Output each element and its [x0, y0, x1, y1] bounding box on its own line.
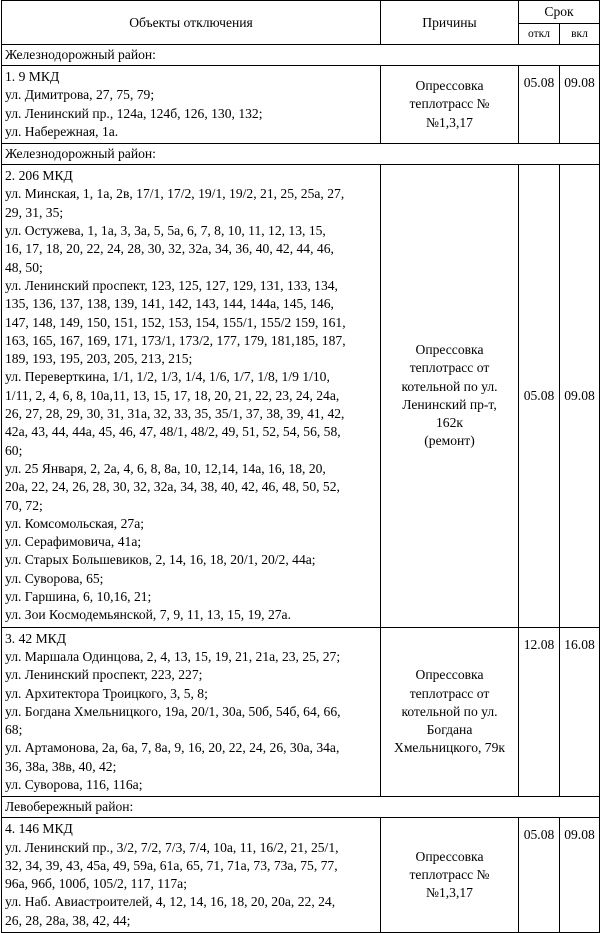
reason-line: Опрессовка: [415, 78, 484, 94]
address-line: ул. Архитектора Троицкого, 3, 5, 8;: [5, 685, 208, 701]
header-reasons: Причины: [381, 1, 519, 45]
reason-line: Богдана: [426, 722, 473, 738]
date-off: 05.08: [519, 818, 560, 933]
address-line: ул. 25 Января, 2, 2а, 4, 6, 8, 8а, 10, 12,14, 14а, 16, 18, 20,: [5, 460, 326, 476]
reason-cell: [381, 66, 519, 144]
reason-line: теплотрасс от: [409, 360, 490, 376]
address-line: 16, 17, 18, 20, 22, 24, 28, 30, 32, 32а, 34, 36, 40, 42, 44, 46,: [5, 241, 334, 257]
reason-line: Опрессовка: [415, 848, 484, 864]
address-line: ул. Ленинский проспект, 123, 125, 127, 129, 131, 133, 134,: [5, 277, 338, 293]
district-label: Железнодорожный район:: [2, 45, 600, 66]
reason-line: котельной по ул.: [401, 703, 498, 719]
header-term: Срок: [519, 1, 600, 24]
reason-line: котельной по ул.: [401, 378, 498, 394]
block-title: 1. 9 МКД: [5, 69, 60, 84]
address-line: ул. Суворова, 116, 116а;: [5, 776, 143, 792]
address-line: ул. Богдана Хмельницкого, 19а, 20/1, 30а, 50б, 54б, 64, 66,: [5, 703, 341, 719]
address-line: 135, 136, 137, 138, 139, 141, 142, 143, 144, 144а, 145, 146,: [5, 296, 334, 312]
table-row: [2, 165, 600, 627]
objects-cell: [2, 66, 381, 144]
district-label: Левобережный район:: [2, 797, 600, 818]
address-line: 189, 193, 195, 203, 205, 213, 215;: [5, 351, 193, 367]
address-line: ул. Ленинский проспект, 223, 227;: [5, 667, 203, 683]
block-title: 2. 206 МКД: [5, 168, 73, 184]
date-on: 09.08: [560, 818, 600, 933]
district-label: Железнодорожный район:: [2, 144, 600, 165]
address-line: ул. Старых Большевиков, 2, 14, 16, 18, 20/1, 20/2, 44а;: [5, 552, 316, 568]
address-line: ул. Гаршина, 6, 10,16, 21;: [5, 589, 152, 605]
address-line: 60;: [5, 442, 23, 458]
date-on: 09.08: [560, 66, 600, 144]
address-line: 163, 165, 167, 169, 171, 173/1, 173/2, 177, 179, 181,185, 187,: [5, 332, 346, 348]
address-line: ул. Ленинский пр., 124а, 124б, 126, 130, 132;: [5, 105, 263, 121]
outage-table: [1, 0, 600, 933]
date-off: 12.08: [519, 627, 560, 797]
reason-line: теплотрасс №: [409, 96, 490, 112]
address-line: 26, 28, 28а, 38, 42, 44;: [5, 912, 131, 928]
address-line: 26, 27, 28, 29, 30, 31, 31а, 32, 33, 35, 35/1, 37, 38, 39, 41, 42,: [5, 406, 345, 422]
header-off: откл: [519, 24, 560, 45]
reason-cell: [381, 627, 519, 797]
address-line: 42а, 43, 44, 44а, 45, 46, 47, 48/1, 48/2, 49, 51, 52, 54, 56, 58,: [5, 424, 341, 440]
district-row: [2, 144, 600, 165]
address-line: ул. Зои Космодемьянской, 7, 9, 11, 13, 15, 19, 27а.: [5, 607, 291, 623]
address-line: 29, 31, 35;: [5, 204, 64, 220]
reason-line: 162к: [436, 415, 463, 431]
reason-line: (ремонт): [424, 433, 475, 449]
address-line: ул. Наб. Авиастроителей, 4, 12, 14, 16, 18, 20, 20а, 22, 24,: [5, 894, 336, 910]
header-on: вкл: [560, 24, 600, 45]
address-line: 147, 148, 149, 150, 151, 152, 153, 154, 155/1, 155/2 159, 161,: [5, 314, 346, 330]
address-line: 20а, 22, 24, 26, 28, 30, 32, 32а, 34, 38, 40, 42, 46, 48, 50, 52,: [5, 479, 340, 495]
date-on: 16.08: [560, 627, 600, 797]
reason-line: теплотрасс от: [409, 685, 490, 701]
block-title: 4. 146 МКД: [5, 821, 73, 837]
reason-line: Хмельницкого, 79к: [394, 740, 505, 756]
reason-line: Опрессовка: [415, 342, 484, 357]
table-body: [2, 45, 600, 933]
address-line: 1/11, 2, 4, 6, 8, 10а,11, 13, 15, 17, 18, 20, 21, 22, 23, 24, 24а,: [5, 387, 340, 403]
address-line: ул. Минская, 1, 1а, 2в, 17/1, 17/2, 19/1, 19/2, 21, 25, 25а, 27,: [5, 186, 345, 202]
address-line: 48, 50;: [5, 259, 43, 275]
address-line: ул. Маршала Одинцова, 2, 4, 13, 15, 19, 21, 21а, 23, 25, 27;: [5, 648, 341, 664]
table-row: [2, 66, 600, 144]
reason-cell: [381, 818, 519, 933]
address-line: ул. Набережная, 1а.: [5, 123, 119, 139]
address-line: ул. Димитрова, 27, 75, 79;: [5, 87, 155, 103]
reason-line: №1,3,17: [426, 114, 473, 130]
date-on: 09.08: [560, 165, 600, 627]
date-off: 05.08: [519, 165, 560, 627]
address-line: ул. Суворова, 65;: [5, 570, 104, 586]
address-line: ул. Ленинский пр., 3/2, 7/2, 7/3, 7/4, 10а, 11, 16/2, 21, 25/1,: [5, 839, 339, 855]
address-line: 36, 38а, 38в, 40, 42;: [5, 758, 117, 774]
table-row: [2, 818, 600, 933]
reason-line: Ленинский пр-т,: [402, 396, 497, 412]
reason-line: №1,3,17: [426, 885, 473, 901]
reason-cell: [381, 165, 519, 627]
address-line: 32, 34, 39, 43, 45а, 49, 59а, 61а, 65, 71, 71а, 73, 73а, 75, 77,: [5, 857, 338, 873]
address-line: 68;: [5, 722, 23, 738]
address-line: 70, 72;: [5, 497, 43, 513]
address-line: ул. Артамонова, 2а, 6а, 7, 8а, 9, 16, 20, 22, 24, 26, 30а, 34а,: [5, 740, 340, 756]
date-off: 05.08: [519, 66, 560, 144]
address-line: 96а, 96б, 100б, 105/2, 117, 117а;: [5, 876, 187, 892]
address-line: ул. Остужева, 1, 1а, 3, 3а, 5, 5а, 6, 7, 8, 10, 11, 12, 13, 15,: [5, 223, 326, 239]
header-objects: Объекты отключения: [2, 1, 381, 45]
objects-cell: [2, 627, 381, 797]
objects-cell: [2, 165, 381, 627]
address-line: ул. Переверткина, 1/1, 1/2, 1/3, 1/4, 1/6, 1/7, 1/8, 1/9 1/10,: [5, 369, 330, 385]
address-line: ул. Комсомольская, 27а;: [5, 515, 145, 531]
district-row: [2, 797, 600, 818]
table-row: [2, 627, 600, 797]
address-line: ул. Серафимовича, 41а;: [5, 534, 142, 550]
block-title: 3. 42 МКД: [5, 630, 67, 646]
district-row: [2, 45, 600, 66]
objects-cell: [2, 818, 381, 933]
reason-line: Опрессовка: [415, 667, 484, 683]
reason-line: теплотрасс №: [409, 867, 490, 883]
